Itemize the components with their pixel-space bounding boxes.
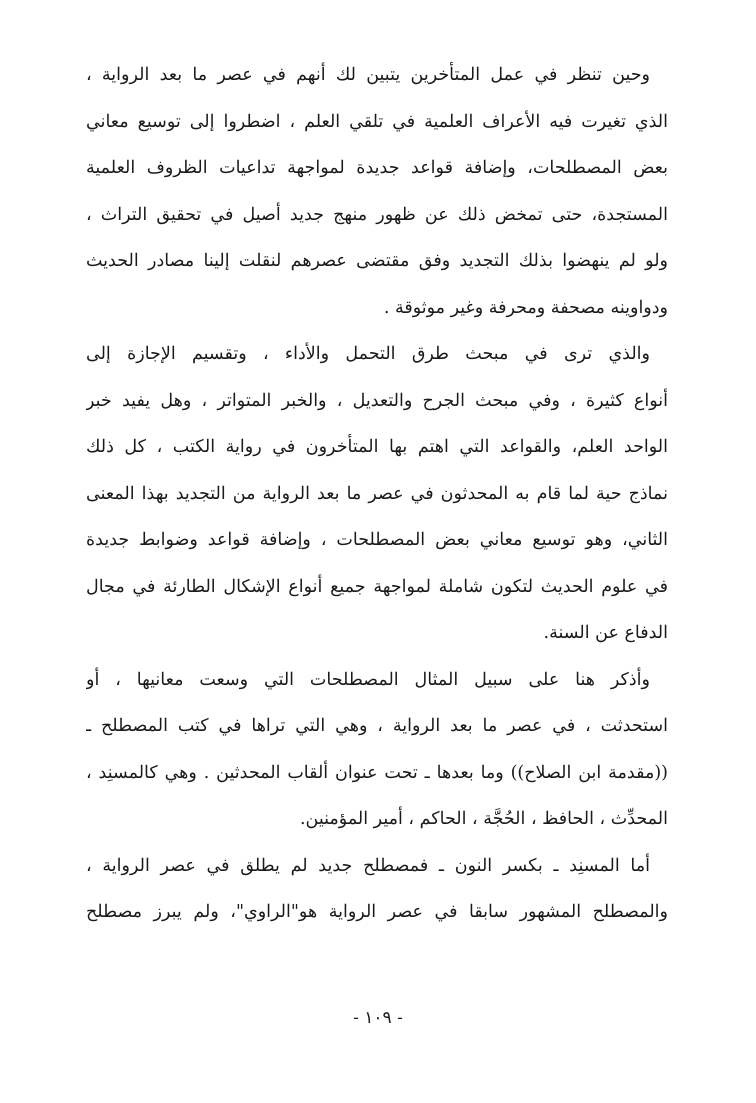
text-line: ودواوينه مصحفة ومحرفة وغير موثوقة .	[383, 297, 668, 318]
text-line: أنواع كثيرة ، وفي مبحث الجرح والتعديل ، والخبر المتواتر ، وهل يفيد خبر	[86, 390, 668, 411]
text-line: بعض المصطلحات، وإضافة قواعد جديدة لمواجهة تداعيات الظروف العلمية	[86, 158, 668, 178]
paragraph-1	[86, 52, 668, 331]
text-line: المحدِّث ، الحافظ ، الحُجَّة ، الحاكم ، أمير المؤمنين.	[299, 809, 668, 829]
text-line: أما المسنِد ـ بكسر النون ـ فمصطلح جديد لم يطلق في عصر الرواية ،	[86, 855, 650, 876]
text-line: في علوم الحديث لتكون شاملة لمواجهة جميع أنواع الإشكال الطارئة في مجال	[86, 576, 668, 597]
text-line: الواحد العلم، والقواعد التي اهتم بها المتأخرون في رواية الكتب ، كل ذلك	[86, 437, 668, 457]
text-line: استحدثت ، في عصر ما بعد الرواية ، وهي التي تراها في كتب المصطلح ـ	[86, 716, 668, 736]
text-line: الذي تغيرت فيه الأعراف العلمية في تلقي العلم ، اضطروا إلى توسيع معاني	[86, 111, 668, 132]
text-line: والمصطلح المشهور سابقا في عصر الرواية هو"الراوي"، ولم يبرز مصطلح	[86, 902, 668, 922]
text-line: ((مقدمة ابن الصلاح)) وما بعدها ـ تحت عنوان ألقاب المحدثين . وهي كالمسنِد ،	[86, 762, 668, 783]
text-line: نماذج حية لما قام به المحدثون في عصر ما بعد الرواية من التجديد بهذا المعنى	[86, 483, 668, 504]
text-line: الدفاع عن السنة.	[543, 623, 668, 643]
paragraph-2	[86, 331, 668, 657]
page-body	[86, 52, 668, 936]
paragraph-4	[86, 843, 668, 936]
page-number: - ١٠٩ -	[353, 1008, 403, 1028]
text-line: المستجدة، حتى تمخض ذلك عن ظهور منهج جديد أصيل في تحقيق التراث ،	[86, 204, 668, 225]
text-line: وحين تنظر في عمل المتأخرين يتبين لك أنهم في عصر ما بعد الرواية ،	[86, 65, 650, 85]
text-line: وأذكر هنا على سبيل المثال المصطلحات التي وسعت معانيها ، أو	[86, 669, 650, 690]
paragraph-3	[86, 657, 668, 843]
text-line: ولو لم ينهضوا بذلك التجديد وفق مقتضى عصرهم لنقلت إلينا مصادر الحديث	[86, 251, 668, 271]
text-line: والذي ترى في مبحث طرق التحمل والأداء ، وتقسيم الإجازة إلى	[86, 344, 650, 364]
text-line: الثاني، وهو توسيع معاني بعض المصطلحات ، وإضافة قواعد وضوابط جديدة	[86, 530, 668, 550]
